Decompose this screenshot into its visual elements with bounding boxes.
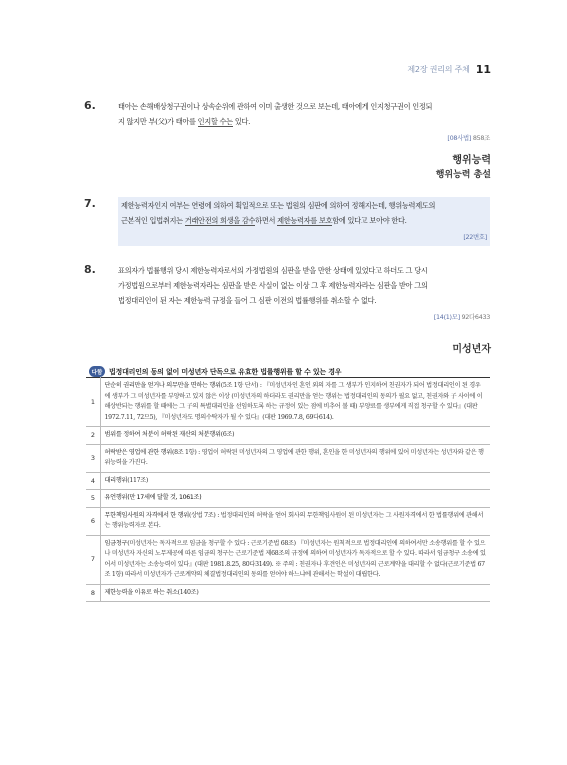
question-8 [86, 263, 490, 325]
question-text [118, 99, 490, 146]
question-7 [86, 197, 490, 246]
row-number: 2 [86, 427, 100, 445]
row-number: 7 [86, 535, 100, 584]
row-content: 제한능력을 이유로 하는 취소(140조) [100, 584, 490, 602]
question-line: 제한능력자인지 여부는 연령에 의하여 획일적으로 또는 법원의 심판에 의하여 정해지는데, 행위능력제도의 [121, 201, 436, 210]
row-number: 8 [86, 584, 100, 602]
table-row [86, 472, 490, 490]
table-row [86, 378, 490, 427]
table-row [86, 584, 490, 602]
question-number: 8. [84, 263, 96, 276]
tip-title: 법정대리인의 동의 없이 미성년자 단독으로 유효한 법률행위를 할 수 있는 경우 [109, 367, 342, 376]
question-text [118, 197, 490, 246]
table-row [86, 444, 490, 472]
source-tag: [08사법] 858조 [447, 134, 490, 142]
question-line: 가정법원으로부터 제한능력자라는 심판을 받은 사실이 없는 이상 그 후 제한능력자라는 심판을 받아 그의 [118, 281, 428, 290]
row-number: 3 [86, 444, 100, 472]
page-number: 11 [475, 63, 491, 76]
rules-table [86, 377, 490, 602]
row-content: 대리행위(117조) [100, 472, 490, 490]
section-title: 미성년자 [452, 344, 491, 355]
row-number: 6 [86, 507, 100, 535]
table-row [86, 427, 490, 445]
question-line: 법정대리인이 된 자는 제한능력 규정을 들어 그 심판 이전의 법률행위를 취소할 수 없다. [118, 296, 377, 305]
table-row [86, 507, 490, 535]
question-text [118, 263, 490, 325]
question-line: 지 않지만 부(父)가 태아를 인지할 수는 있다. [118, 117, 251, 126]
underlined-phrase: 거래안전의 희생을 감수 [184, 216, 256, 225]
row-number: 4 [86, 472, 100, 490]
question-6 [86, 99, 490, 146]
highlight-box [118, 197, 490, 246]
question-line: 근본적인 입법취지는 거래안전의 희생을 감수하면서 제한능력자를 보호함에 있다고 보아야 한다. [121, 216, 407, 225]
underlined-phrase: 인지할 수는 [197, 117, 233, 126]
table-row [86, 535, 490, 584]
chapter-title: 제2장 권리의 주체 [407, 65, 470, 74]
row-content: 허락받은 영업에 관한 행위(8조 1항) : 영업이 허락된 미성년자의 그 영업에 관한 행위, 혼인을 한 미성년자의 행위에 있어 미성년자는 성년자와 같은 행위능력을 가진다. [100, 444, 490, 472]
source-tag: [22변호] [463, 233, 487, 241]
question-number: 7. [84, 197, 96, 210]
question-line: 표의자가 법률행위 당시 제한능력자로서의 가정법원의 심판을 받을 만한 상태에 있었다고 하더도 그 당시 [118, 266, 428, 275]
page-header [407, 63, 491, 76]
subsection-title: 행위능력 총설 [435, 170, 491, 180]
table-row [86, 490, 490, 508]
row-content: 무한책임사원의 자격에서 한 행위(상법 7조) : 법정대리인의 허락을 얻어 회사의 무한책임사원이 된 미성년자는 그 사원자격에서 한 법률행위에 관해서는 행위능력자로 본다. [100, 507, 490, 535]
tip-badge-icon: 다함 [89, 366, 105, 377]
underlined-phrase: 제한능력자를 보호 [277, 216, 333, 225]
question-line: 태아는 손해배상청구권이나 상속순위에 관하여 이미 출생한 것으로 보는데, 태아에게 인지청구권이 인정되 [118, 102, 433, 111]
tip-header [89, 366, 341, 377]
question-number: 6. [84, 99, 96, 112]
row-content: 범위를 정하여 처분이 허락된 재산의 처분행위(6조) [100, 427, 490, 445]
section-title: 행위능력 [452, 155, 491, 166]
row-content: 유언행위(만 17세에 달할 것, 1061조) [100, 490, 490, 508]
source-tag: [14(1)모] 92다6433 [433, 313, 490, 321]
row-content: 임금청구(미성년자는 독자적으로 임금을 청구할 수 있다 : 근로기준법 68조) 『미성년자는 원칙적으로 법정대리인에 의하여서만 소송행위를 할 수 있으나 미성년자 자신의 노무제공에 따른 임금의 청구는 근로기준법 제68조의 규정에 의하여 미성년자가 독자적으로 할 수 있다. 따라서 임금청구 소송에 있어서 미성년자는 소송능력이 있다』(대판 1981.8.25, 80다3149). ※ 주의 : 친권자나 후견인은 미성년자의 근로계약을 대리할 수 없다(근로기준법 67조 1항) 따라서 미성년자가 근로계약의 체결법정대리인의 동의를 얻어야 하느냐에 관해서는 학설이 대립한다. [100, 535, 490, 584]
row-number: 5 [86, 490, 100, 508]
row-content: 단순히 권리만을 얻거나 의무만을 면하는 행위(5조 1항 단서) : 『미성년자인 혼인 외의 자를 그 생부가 인지하여 친권자가 되어 법정대리인이 된 경우에 생부가 그 미성년자를 부양하고 있지 않은 이상 (미성년자의 하더라도 권리만을 얻는 행위는 법정대리인의 동의가 필요 없고, 친권자와 子 사이에 이해상반되는 행위를 할 때에는 그 子의 특별대리인을 선임하도록 하는 규정이 있는 점에 비추어 볼 때) 부양료를 생부에게 직접 청구할 수 있다』(대판 1972.7.11, 72므5), 『미성년자도 명의수탁자가 될 수 있다』(대판 1969.7.8, 69다614). [100, 378, 490, 427]
row-number: 1 [86, 378, 100, 427]
